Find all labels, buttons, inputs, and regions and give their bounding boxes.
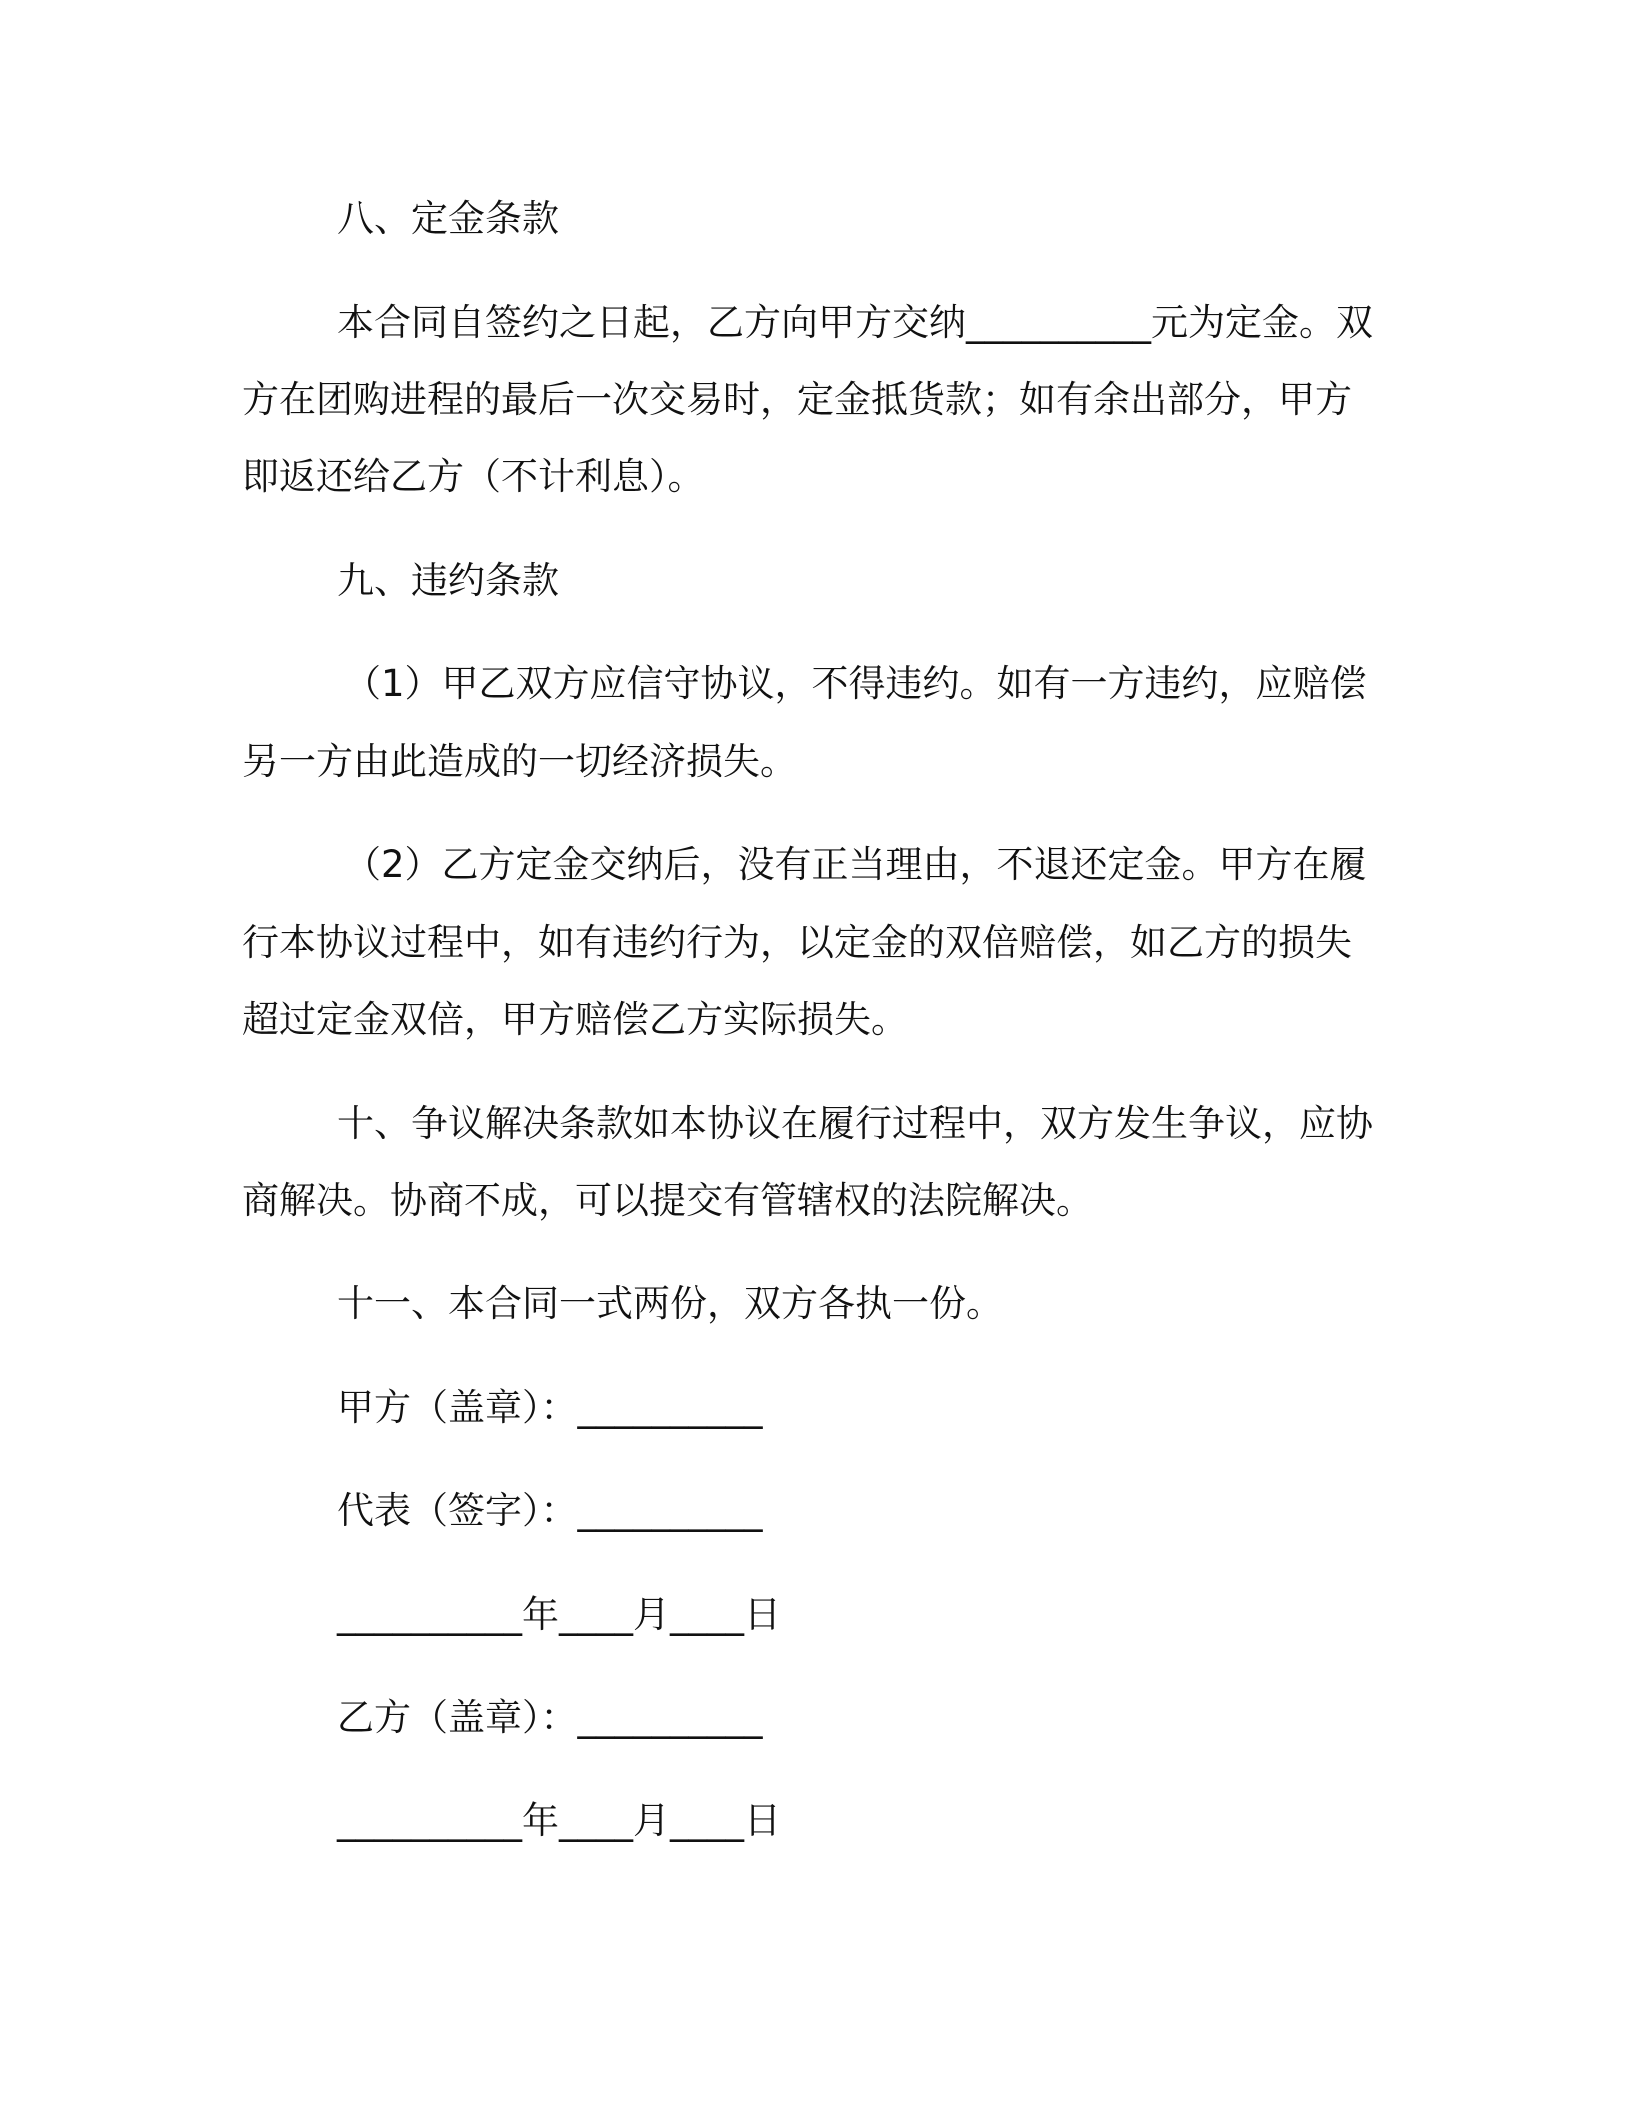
clause-1-line-1: （1）甲乙双方应信守协议，不得违约。如有一方违约，应赔偿 xyxy=(344,662,1367,705)
section-8-heading: 八、定金条款 xyxy=(337,197,559,240)
clause-2-line-2: 行本协议过程中，如有违约行为，以定金的双倍赔偿，如乙方的损失 xyxy=(242,921,1352,964)
section-8-text-line-2: 方在团购进程的最后一次交易时，定金抵货款；如有余出部分，甲方 xyxy=(242,378,1352,421)
representative-signature: 代表（签字）：__________ xyxy=(337,1489,763,1532)
party-b-date: __________年____月____日 xyxy=(337,1799,781,1842)
section-10-line-2: 商解决。协商不成，可以提交有管辖权的法院解决。 xyxy=(242,1179,1093,1222)
section-8-text-line-3: 即返还给乙方（不计利息）。 xyxy=(242,455,705,498)
party-b-seal: 乙方（盖章）：__________ xyxy=(337,1696,763,1739)
section-8-text-line-1: 本合同自签约之日起，乙方向甲方交纳__________元为定金。双 xyxy=(337,301,1373,344)
section-9-heading: 九、违约条款 xyxy=(337,559,559,602)
clause-2-line-1: （2）乙方定金交纳后，没有正当理由，不退还定金。甲方在履 xyxy=(344,843,1367,886)
section-11-text: 十一、本合同一式两份，双方各执一份。 xyxy=(337,1282,1003,1325)
section-10-line-1: 十、争议解决条款如本协议在履行过程中，双方发生争议，应协 xyxy=(337,1102,1373,1145)
party-a-seal: 甲方（盖章）：__________ xyxy=(337,1386,763,1429)
clause-1-line-2: 另一方由此造成的一切经济损失。 xyxy=(242,740,797,783)
party-a-date: __________年____月____日 xyxy=(337,1593,781,1636)
clause-2-line-3: 超过定金双倍，甲方赔偿乙方实际损失。 xyxy=(242,998,908,1041)
